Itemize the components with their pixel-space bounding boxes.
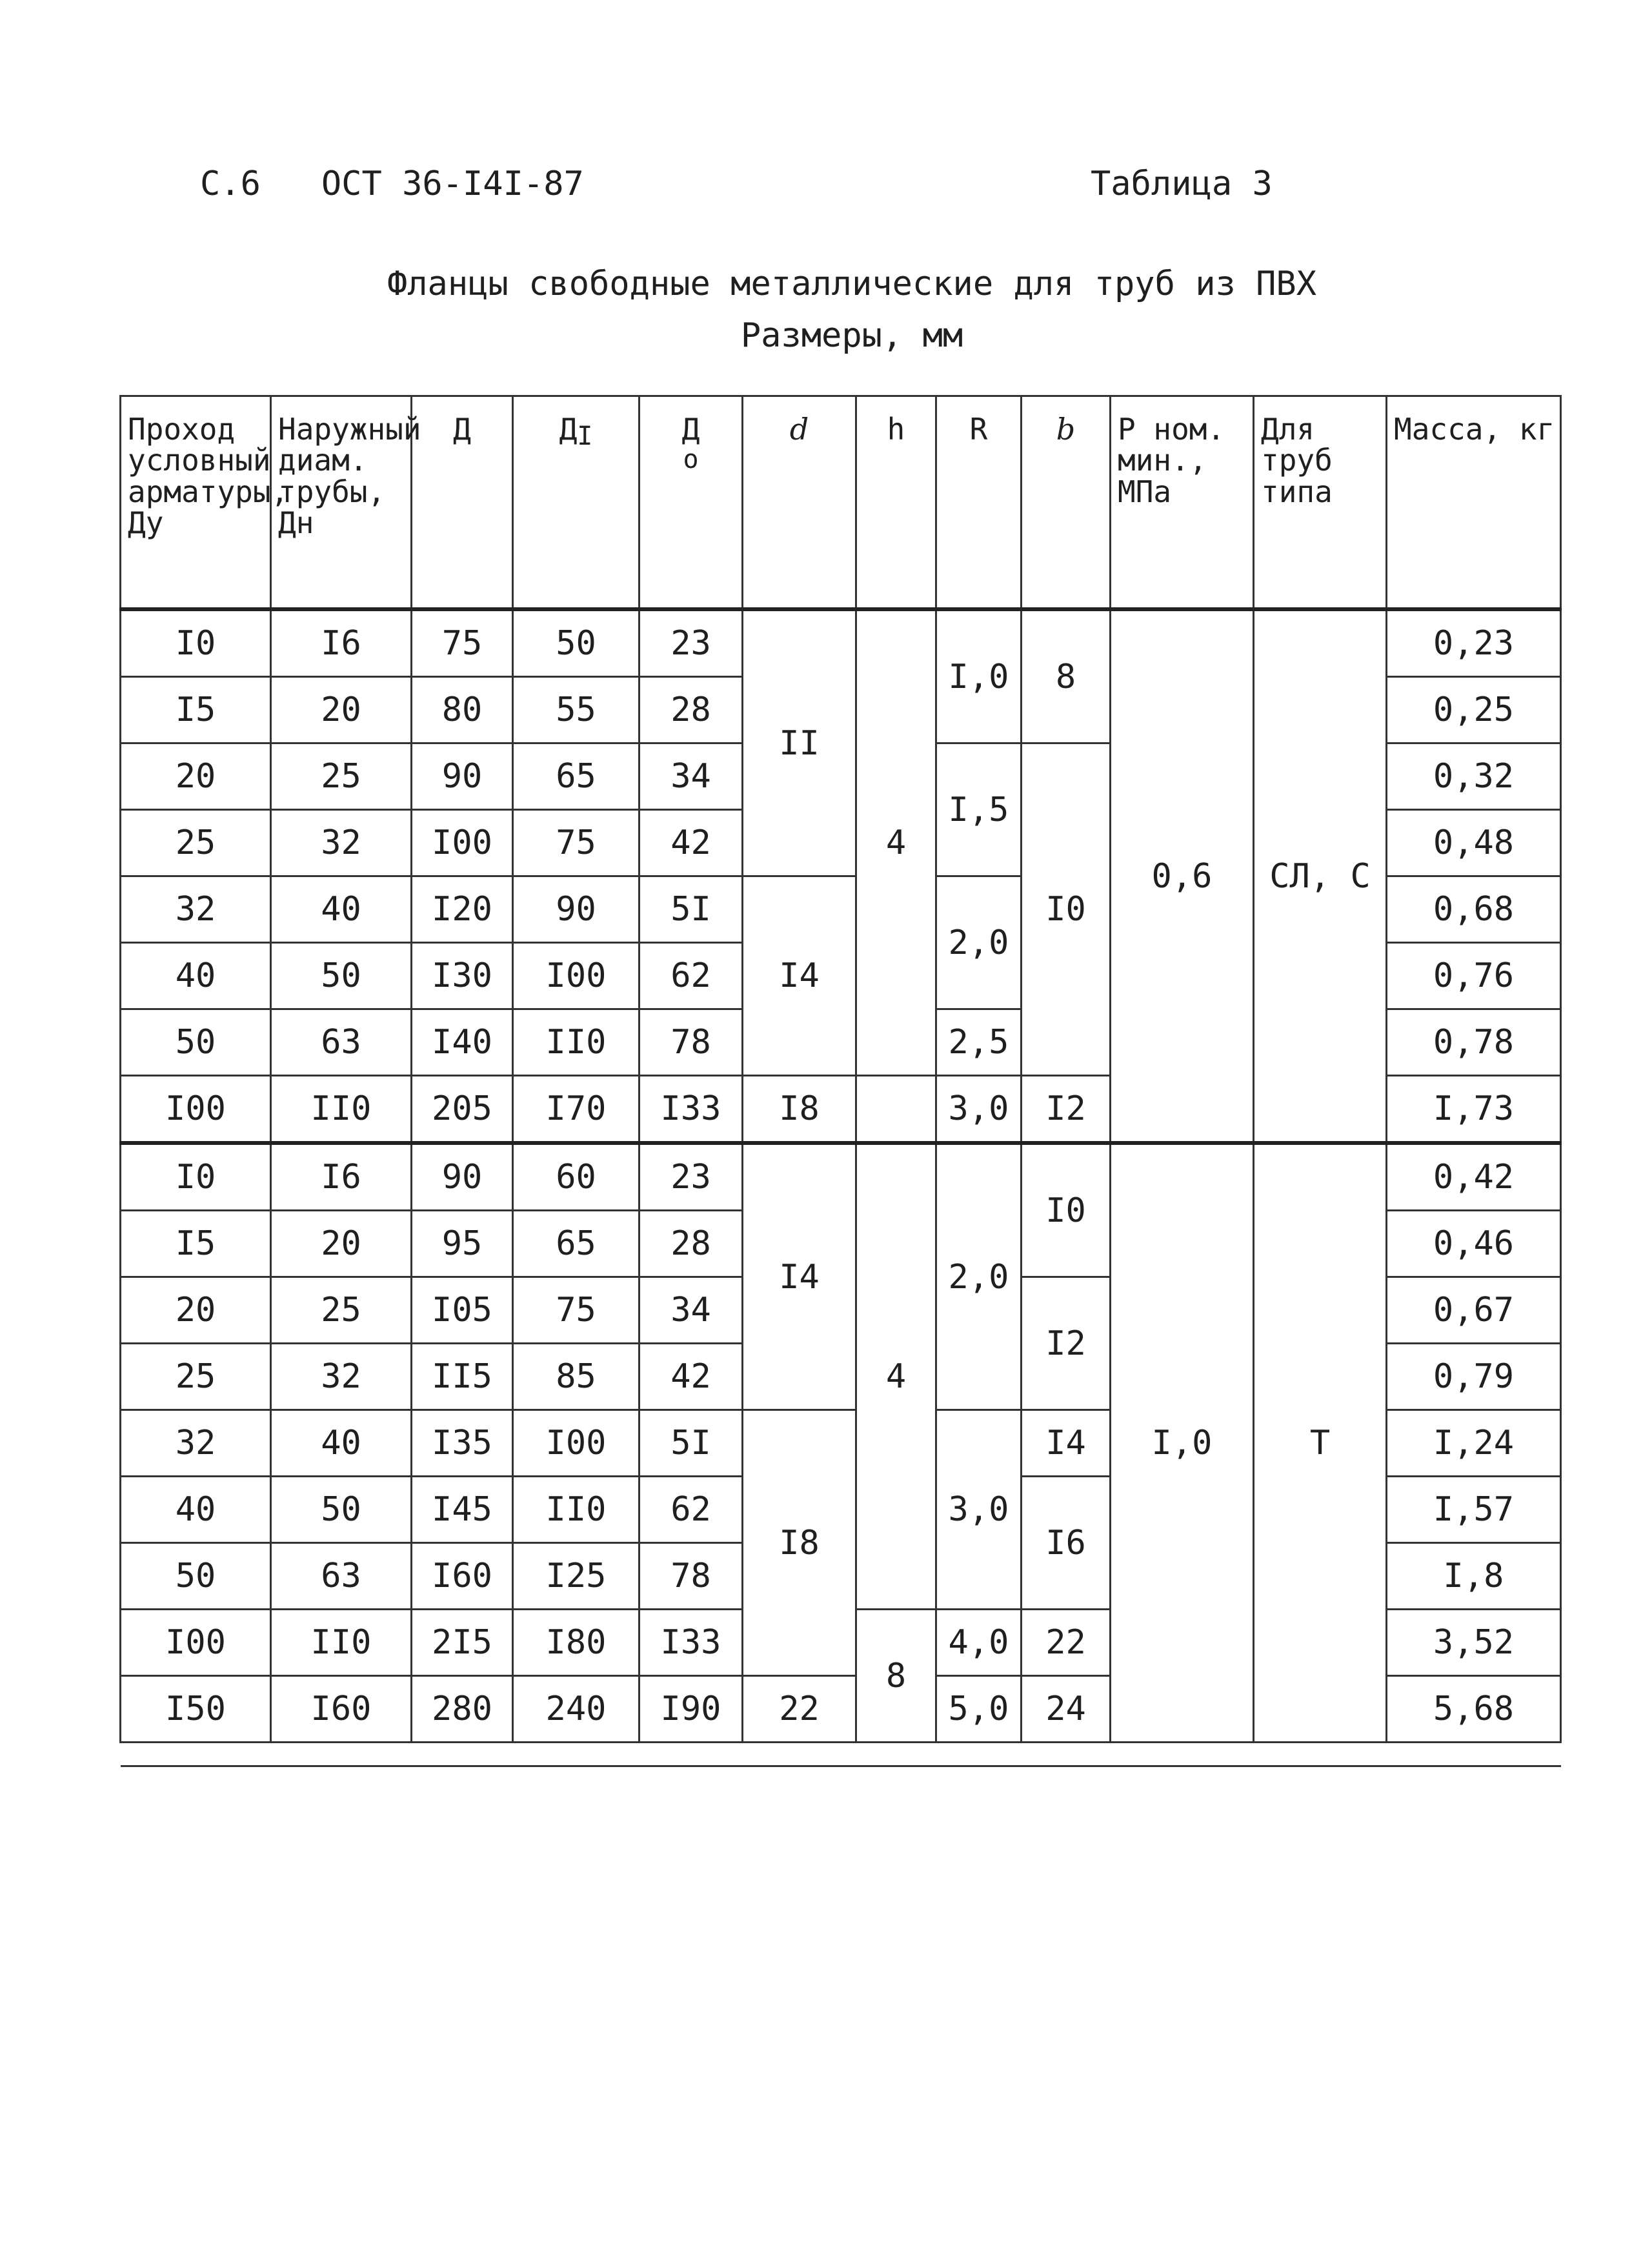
cell-dn: II0 — [271, 1610, 412, 1676]
col-header-D0-sub: о — [683, 445, 699, 475]
cell-D: II5 — [412, 1344, 513, 1410]
cell-du: I0 — [121, 1143, 271, 1211]
cell-D0: 5I — [640, 1410, 743, 1477]
cell-D1: I70 — [513, 1076, 640, 1144]
cell-D1: 75 — [513, 810, 640, 876]
col-header-mass: Масса, кг — [1387, 396, 1561, 610]
cell-p: 0,6 — [1111, 609, 1254, 1143]
cell-dn: I6 — [271, 609, 412, 677]
col-header-D0-base: Д — [681, 412, 700, 447]
cell-d: I4 — [743, 1143, 856, 1410]
cell-D0: 23 — [640, 609, 743, 677]
cell-D1: II0 — [513, 1009, 640, 1076]
col-header-type: Для труб типа — [1254, 396, 1387, 610]
cell-d: I8 — [743, 1410, 856, 1676]
cell-mass: I,8 — [1387, 1543, 1561, 1610]
cell-D0: 78 — [640, 1009, 743, 1076]
cell-D: 75 — [412, 609, 513, 677]
cell-dn: I60 — [271, 1676, 412, 1743]
col-header-d: d — [743, 396, 856, 610]
cell-h: 4 — [856, 609, 936, 1076]
cell-du: I00 — [121, 1076, 271, 1144]
cell-dn: 40 — [271, 1410, 412, 1477]
col-header-D0 — [640, 396, 743, 610]
cell-d: I8 — [743, 1076, 856, 1144]
cell-dn: 25 — [271, 743, 412, 810]
cell-mass: 0,67 — [1387, 1277, 1561, 1344]
cell-du: 32 — [121, 876, 271, 943]
standard-number: ОСТ 36-I4I-87 — [321, 165, 584, 203]
col-header-dn: Наружный диам. трубы, Дн — [271, 396, 412, 610]
cell-du: I5 — [121, 677, 271, 743]
page-header-left — [200, 165, 584, 203]
cell-D0: 62 — [640, 1477, 743, 1543]
cell-b: I2 — [1022, 1277, 1111, 1410]
table-label: Таблица 3 — [1091, 165, 1273, 203]
cell-b: 24 — [1022, 1676, 1111, 1743]
cell-du: I50 — [121, 1676, 271, 1743]
cell-mass: 0,46 — [1387, 1211, 1561, 1277]
cell-D0: I33 — [640, 1610, 743, 1676]
cell-D: 205 — [412, 1076, 513, 1144]
cell-p: I,0 — [1111, 1143, 1254, 1743]
cell-D: I40 — [412, 1009, 513, 1076]
cell-D0: 5I — [640, 876, 743, 943]
cell-du: 50 — [121, 1543, 271, 1610]
cell-h: 4 — [856, 1143, 936, 1610]
cell-mass: 5,68 — [1387, 1676, 1561, 1743]
cell-D1: I00 — [513, 1410, 640, 1477]
cell-R: 2,0 — [936, 1143, 1022, 1410]
table-title: Фланцы свободные металлические для труб из ПВХ — [387, 265, 1317, 303]
cell-D: 90 — [412, 1143, 513, 1211]
cell-dn: I6 — [271, 1143, 412, 1211]
cell-R: 3,0 — [936, 1410, 1022, 1610]
col-header-D1 — [513, 396, 640, 610]
cell-mass: 0,78 — [1387, 1009, 1561, 1076]
col-header-h: h — [856, 396, 936, 610]
cell-R: 2,5 — [936, 1009, 1022, 1076]
cell-dn: 40 — [271, 876, 412, 943]
cell-d: 22 — [743, 1676, 856, 1743]
cell-h — [856, 1076, 936, 1144]
cell-D: 2I5 — [412, 1610, 513, 1676]
table-bottom-rule — [121, 1743, 1561, 1766]
cell-D0: 34 — [640, 743, 743, 810]
cell-mass: 0,23 — [1387, 609, 1561, 677]
cell-b: I2 — [1022, 1076, 1111, 1144]
cell-D1: 240 — [513, 1676, 640, 1743]
cell-D: I60 — [412, 1543, 513, 1610]
cell-D: I35 — [412, 1410, 513, 1477]
cell-dn: 63 — [271, 1009, 412, 1076]
cell-D0: 34 — [640, 1277, 743, 1344]
cell-du: I5 — [121, 1211, 271, 1277]
cell-du: 40 — [121, 943, 271, 1009]
cell-du: 50 — [121, 1009, 271, 1076]
cell-du: I0 — [121, 609, 271, 677]
cell-D1: 60 — [513, 1143, 640, 1211]
col-header-b: b — [1022, 396, 1111, 610]
cell-D0: I90 — [640, 1676, 743, 1743]
col-header-R: R — [936, 396, 1022, 610]
cell-D: 280 — [412, 1676, 513, 1743]
cell-D: 90 — [412, 743, 513, 810]
page-ref: С.6 — [200, 165, 261, 203]
cell-mass: 0,42 — [1387, 1143, 1561, 1211]
cell-R: 2,0 — [936, 876, 1022, 1009]
cell-D: 80 — [412, 677, 513, 743]
cell-D: I45 — [412, 1477, 513, 1543]
col-header-D1-sub: I — [577, 421, 593, 451]
cell-dn: II0 — [271, 1076, 412, 1144]
cell-mass: 0,79 — [1387, 1344, 1561, 1410]
col-header-du: Проход условный арматуры, Ду — [121, 396, 271, 610]
cell-h: 8 — [856, 1610, 936, 1743]
cell-dn: 25 — [271, 1277, 412, 1344]
cell-mass: 0,76 — [1387, 943, 1561, 1009]
cell-d: I4 — [743, 876, 856, 1076]
cell-mass: 3,52 — [1387, 1610, 1561, 1676]
cell-dn: 50 — [271, 1477, 412, 1543]
cell-D: I30 — [412, 943, 513, 1009]
cell-du: 25 — [121, 1344, 271, 1410]
cell-b: I0 — [1022, 1143, 1111, 1277]
cell-D: 95 — [412, 1211, 513, 1277]
cell-dn: 32 — [271, 1344, 412, 1410]
table-row — [121, 609, 1561, 677]
cell-du: 20 — [121, 1277, 271, 1344]
cell-D1: 65 — [513, 1211, 640, 1277]
cell-D1: 50 — [513, 609, 640, 677]
cell-D1: I80 — [513, 1610, 640, 1676]
header-row — [121, 396, 1561, 610]
col-header-D: Д — [412, 396, 513, 610]
cell-b: I0 — [1022, 743, 1111, 1076]
cell-mass: 0,32 — [1387, 743, 1561, 810]
cell-dn: 32 — [271, 810, 412, 876]
cell-mass: 0,25 — [1387, 677, 1561, 743]
cell-dn: 50 — [271, 943, 412, 1009]
cell-D1: 85 — [513, 1344, 640, 1410]
cell-D0: I33 — [640, 1076, 743, 1144]
cell-D: I20 — [412, 876, 513, 943]
cell-d: II — [743, 609, 856, 876]
cell-mass: 0,68 — [1387, 876, 1561, 943]
bottom-rule-cell — [121, 1743, 1561, 1766]
cell-D0: 28 — [640, 1211, 743, 1277]
cell-mass: I,24 — [1387, 1410, 1561, 1477]
cell-dn: 20 — [271, 677, 412, 743]
cell-D0: 42 — [640, 1344, 743, 1410]
cell-D1: I00 — [513, 943, 640, 1009]
cell-D0: 78 — [640, 1543, 743, 1610]
cell-du: 25 — [121, 810, 271, 876]
cell-D0: 28 — [640, 677, 743, 743]
cell-mass: 0,48 — [1387, 810, 1561, 876]
col-header-p: Р ном. мин., МПа — [1111, 396, 1254, 610]
cell-type: Т — [1254, 1143, 1387, 1743]
cell-D1: 65 — [513, 743, 640, 810]
table-row — [121, 1143, 1561, 1211]
cell-type: СЛ, С — [1254, 609, 1387, 1143]
col-header-D1-base: Д — [559, 412, 578, 447]
cell-D1: 55 — [513, 677, 640, 743]
cell-du: 32 — [121, 1410, 271, 1477]
cell-mass: I,73 — [1387, 1076, 1561, 1144]
cell-R: I,0 — [936, 609, 1022, 743]
cell-b: I6 — [1022, 1477, 1111, 1610]
cell-D1: I25 — [513, 1543, 640, 1610]
cell-R: 5,0 — [936, 1676, 1022, 1743]
cell-R: 3,0 — [936, 1076, 1022, 1144]
cell-D0: 42 — [640, 810, 743, 876]
cell-b: I4 — [1022, 1410, 1111, 1477]
flange-dimensions-table — [119, 395, 1562, 1767]
cell-du: I00 — [121, 1610, 271, 1676]
cell-D: I05 — [412, 1277, 513, 1344]
cell-dn: 63 — [271, 1543, 412, 1610]
cell-D0: 62 — [640, 943, 743, 1009]
cell-dn: 20 — [271, 1211, 412, 1277]
cell-D1: 90 — [513, 876, 640, 943]
cell-D1: II0 — [513, 1477, 640, 1543]
cell-R: I,5 — [936, 743, 1022, 876]
table-subtitle: Размеры, мм — [740, 316, 963, 355]
cell-b: 8 — [1022, 609, 1111, 743]
cell-mass: I,57 — [1387, 1477, 1561, 1543]
cell-R: 4,0 — [936, 1610, 1022, 1676]
cell-du: 40 — [121, 1477, 271, 1543]
cell-du: 20 — [121, 743, 271, 810]
cell-D0: 23 — [640, 1143, 743, 1211]
cell-D: I00 — [412, 810, 513, 876]
cell-b: 22 — [1022, 1610, 1111, 1676]
cell-D1: 75 — [513, 1277, 640, 1344]
